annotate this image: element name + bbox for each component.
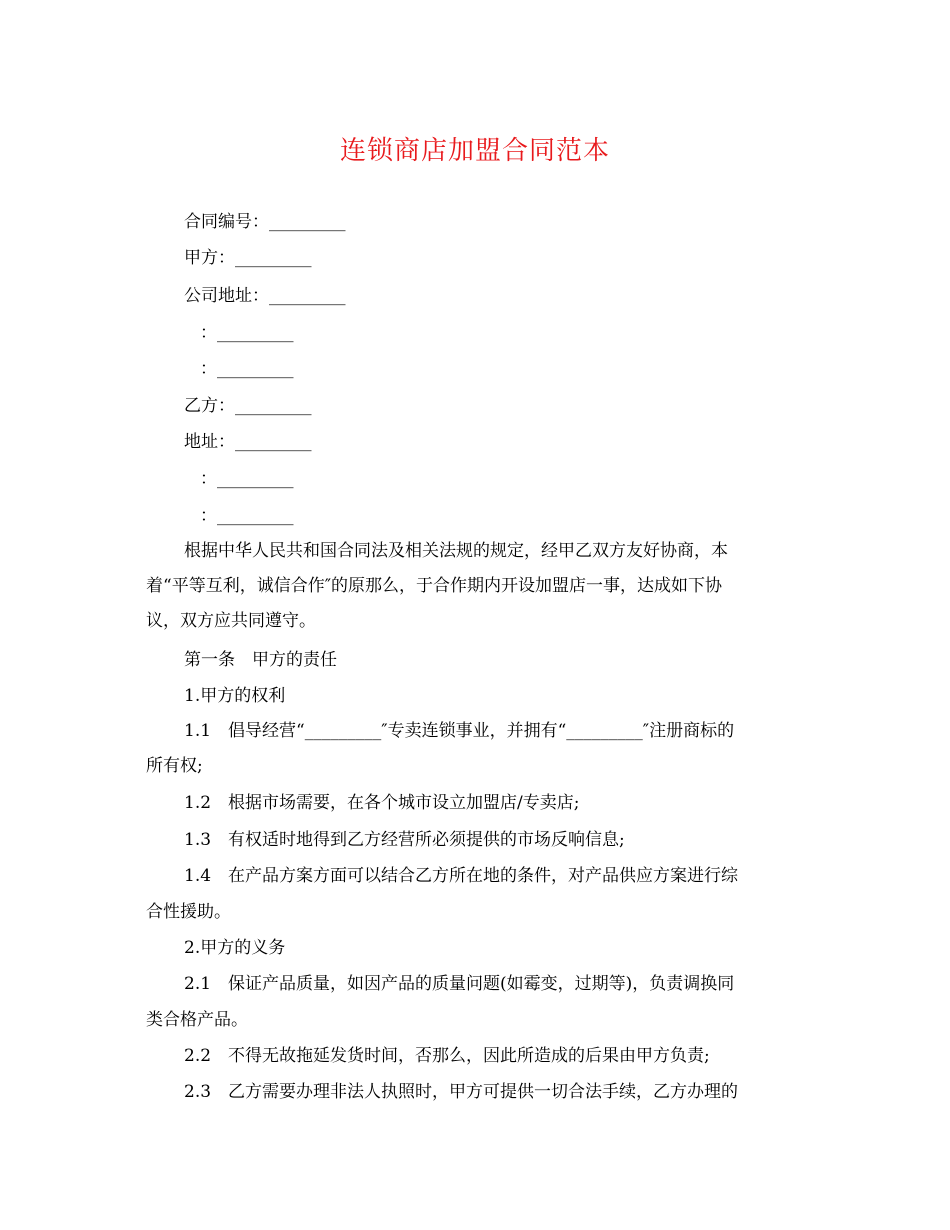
field-address: 地址：_________ [184, 432, 312, 452]
field-party-a: 甲方：_________ [184, 248, 312, 268]
field-blank: ：_________ [200, 506, 294, 526]
paragraph-line: 2.2 不得无故拖延发货时间，否那么，因此所造成的后果由甲方负责; [184, 1046, 710, 1066]
field-contract-number: 合同编号：_________ [184, 212, 346, 232]
paragraph-line: 2.3 乙方需要办理非法人执照时，甲方可提供一切合法手续，乙方办理的 [184, 1082, 739, 1102]
field-blank: ：_________ [200, 323, 294, 343]
section-heading: 2.甲方的义务 [184, 938, 286, 958]
article-heading: 第一条 甲方的责任 [184, 650, 337, 670]
paragraph-line: 类合格产品。 [146, 1010, 248, 1030]
paragraph-line: 1.2 根据市场需要，在各个城市设立加盟店/专卖店; [184, 793, 580, 813]
section-heading: 1.甲方的权利 [184, 686, 286, 706]
paragraph-line: 1.4 在产品方案方面可以结合乙方所在地的条件，对产品供应方案进行综 [184, 866, 739, 886]
paragraph-line: 议，双方应共同遵守。 [146, 611, 316, 631]
paragraph-line: 合性援助。 [146, 902, 231, 922]
field-blank: ：_________ [200, 359, 294, 379]
paragraph-line: 2.1 保证产品质量，如因产品的质量问题(如霉变，过期等)，负责调换同 [184, 974, 735, 994]
field-company-address: 公司地址：_________ [184, 286, 346, 306]
paragraph-line: 根据中华人民共和国合同法及相关法规的规定，经甲乙双方友好协商，本 [184, 541, 728, 561]
document-title: 连锁商店加盟合同范本 [339, 136, 610, 166]
paragraph-line: 1.3 有权适时地得到乙方经营所必须提供的市场反响信息; [184, 830, 625, 850]
field-blank: ：_________ [200, 469, 294, 489]
paragraph-line: 着“平等互利，诚信合作″的原那么，于合作期内开设加盟店一事，达成如下协 [146, 576, 723, 596]
paragraph-line: 1.1 倡导经营“_________″专卖连锁事业，并拥有“_________″注册商标的 [184, 721, 735, 741]
paragraph-line: 所有权; [146, 756, 203, 776]
field-party-b: 乙方：_________ [184, 396, 312, 416]
